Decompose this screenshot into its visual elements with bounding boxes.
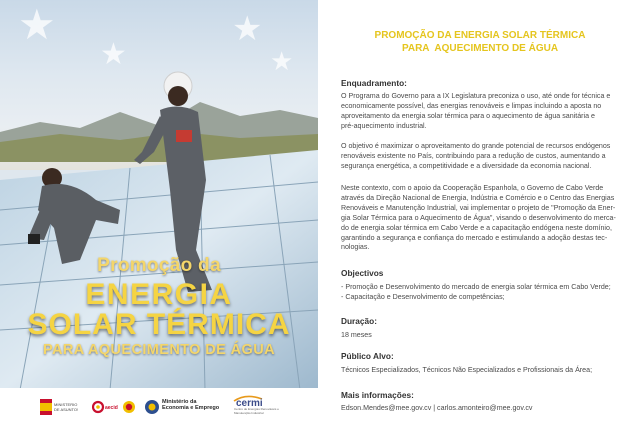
poster-title-line2: ENERGIA [85, 278, 233, 311]
enquadramento-paragraph-3: Neste contexto, com o apoio da Cooperação Espanhola, o Governo de Cabo Verde através da Direção Nacional de Energia, Indústria e Comércio e o Centro das Energias Renováveis e Manutenção Industrial, vai implementar o projeto de "Promoção da Ener- gia Solar Térmica para o Aquecimento de Água", visando o desenvolvimento do merca- do de energia solar térmica em Cabo Verde e a capacitação endógena neste domínio, garantindo a segurança e confiança do mercado e estimulando a adoção destas tec- nologias. [341, 184, 616, 252]
contact-emails[interactable]: Edson.Mendes@mee.gov.cv | carlos.amonteiro@mee.gov.cv [341, 404, 533, 412]
cooperacao-espanhola-logo [92, 398, 122, 416]
document-title-line2: PARA AQUECIMENTO DE ÁGUA [401, 43, 559, 54]
duracao-heading: Duração: [341, 316, 377, 326]
publico-alvo-heading: Público Alvo: [341, 351, 394, 361]
star-icon: ★ [100, 38, 127, 71]
project-description [330, 0, 630, 439]
cabo-verde-flag-logo [122, 398, 136, 416]
objectivos-heading: Objectivos [341, 268, 384, 278]
poster-title-line3: SOLAR TÉRMICA [27, 308, 291, 341]
svg-text:MINISTERIO: MINISTERIO [54, 402, 78, 407]
svg-text:DE ASUNTOS: DE ASUNTOS [54, 407, 78, 412]
enquadramento-paragraph-1: O Programa do Governo para a IX Legislatura preconiza o uso, até onde for técnica e economicamente possível, das energias renováveis e limpas incluindo a aposta no aproveitamento da energia solar térmica para o aquecimento de água sanitária e pré-aquecimento industrial. [341, 92, 611, 130]
spain-coat-of-arms-logo [40, 399, 78, 415]
poster-title-line4: PARA AQUECIMENTO DE ÁGUA [43, 342, 275, 358]
svg-text:aecid: aecid [105, 405, 118, 411]
star-icon: ★ [232, 10, 263, 48]
list-item: - Capacitação e Desenvolvimento de competências; [341, 292, 505, 301]
poster-title-line1: Promoção da [97, 255, 221, 276]
partner-logos-bar [0, 388, 318, 439]
list-item: - Promoção e Desenvolvimento do mercado de energia solar térmica em Cabo Verde; [341, 283, 611, 291]
duracao-value: 18 meses [341, 331, 372, 339]
star-icon: ★ [270, 46, 294, 76]
cermi-logo: cermi Centro de Energias Renováveis e Manutenção Industrial [234, 398, 279, 415]
document-title-line1: PROMOÇÃO DA ENERGIA SOLAR TÉRMICA [374, 30, 586, 41]
enquadramento-heading: Enquadramento: [341, 78, 407, 88]
mais-informacoes-heading: Mais informações: [341, 390, 414, 400]
star-icon: ★ [18, 1, 56, 48]
document-title [330, 29, 630, 55]
publico-alvo-value: Técnicos Especializados, Técnicos Não Especializados e Profissionais da Área; [341, 366, 593, 374]
poster-panel [0, 0, 318, 439]
svg-text:cermi: cermi [236, 398, 263, 407]
enquadramento-paragraph-2: O objetivo é maximizar o aproveitamento do grande potencial de recursos endógenos renováveis existente no País, contribuindo para a redução de custos, aumentando a segurança energética, a competitividade e a diversidade da economia nacional. [341, 142, 611, 170]
poster-title [0, 256, 318, 359]
ministerio-economia-logo: Ministério da Economia e Emprego [144, 395, 222, 419]
objectivos-list [341, 283, 629, 303]
